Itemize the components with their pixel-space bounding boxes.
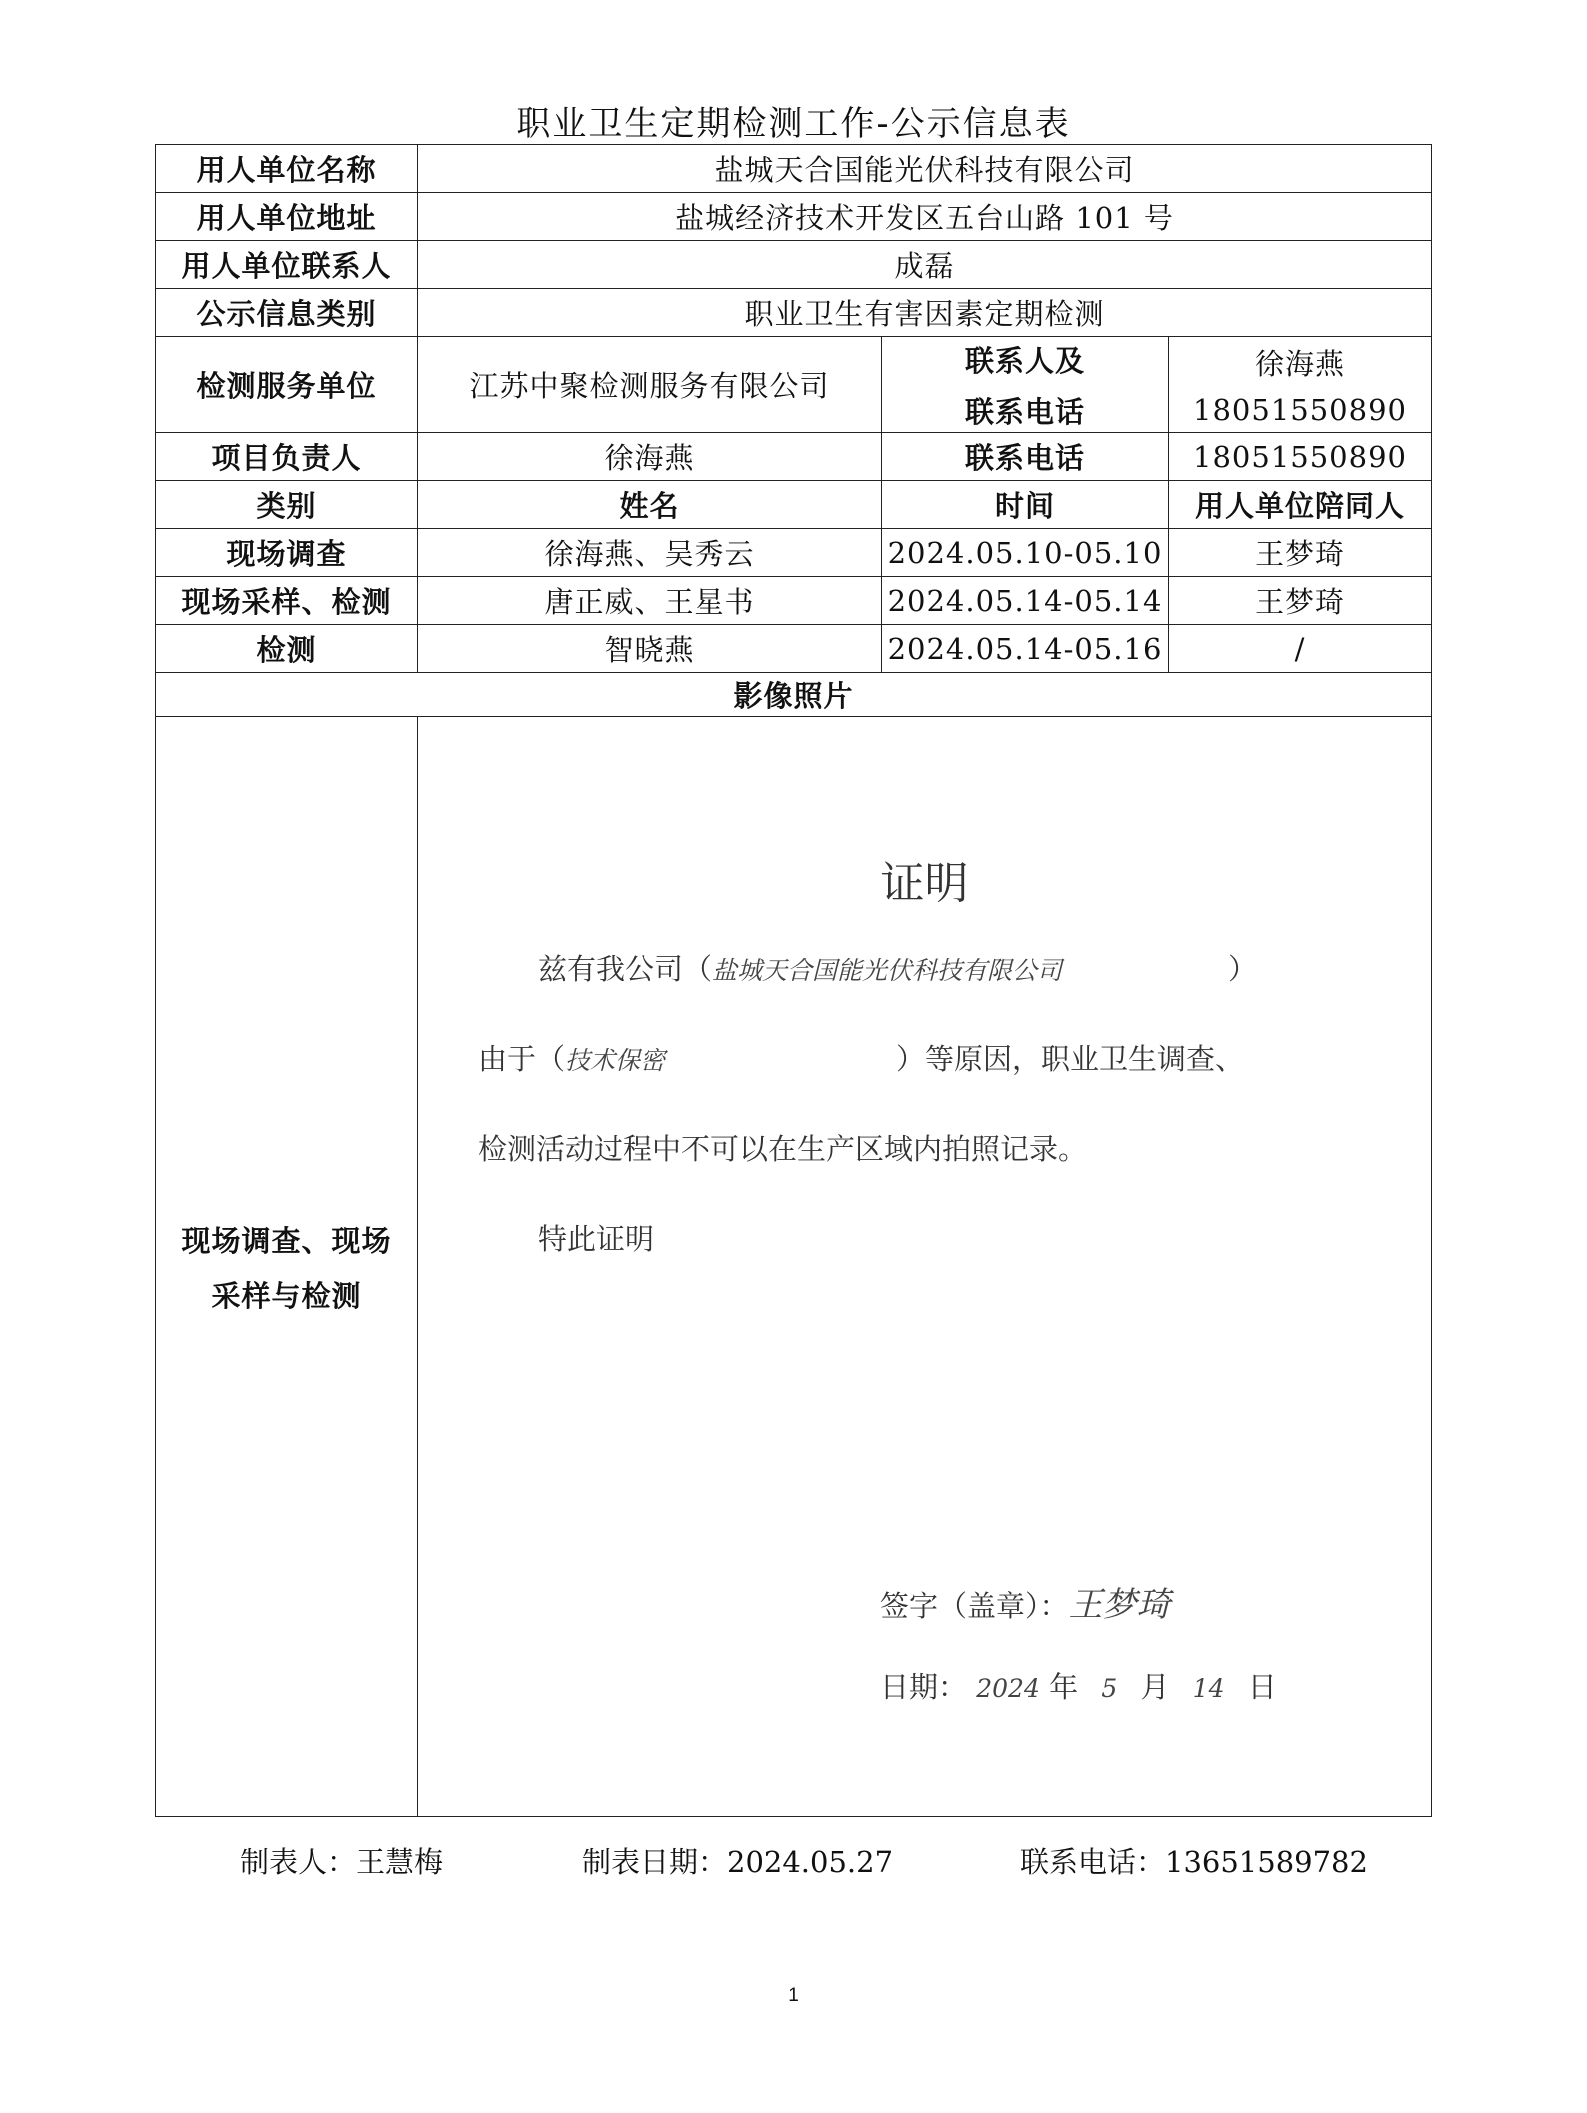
certificate-photo (418, 717, 1432, 1817)
info-category-value: 职业卫生有害因素定期检测 (418, 289, 1432, 337)
schedule-header-name: 姓名 (418, 481, 882, 529)
footer-phone: 联系电话：13651589782 (1020, 1845, 1368, 1879)
schedule-accompany: 王梦琦 (1169, 577, 1432, 625)
employer-address-row (156, 193, 1432, 241)
schedule-name: 智晓燕 (418, 625, 882, 673)
certificate (418, 717, 1431, 1816)
schedule-category: 检测 (156, 625, 418, 673)
service-unit-label: 检测服务单位 (156, 337, 418, 433)
schedule-header-category: 类别 (156, 481, 418, 529)
certificate-line-2-suffix: ）等原因，职业卫生调查、 (896, 1042, 1245, 1076)
handwritten-signature: 王梦琦 (1068, 1585, 1171, 1625)
schedule-category: 现场调查 (156, 529, 418, 577)
table-row (156, 577, 1432, 625)
certificate-title: 证明 (880, 858, 969, 909)
handwritten-month: 5 (1101, 1674, 1118, 1703)
schedule-name: 徐海燕、吴秀云 (418, 529, 882, 577)
project-lead-phone-value: 18051550890 (1169, 433, 1432, 481)
certificate-date-line (880, 1665, 1277, 1706)
employer-name-label: 用人单位名称 (156, 145, 418, 193)
signature-label: 签字（盖章）： (880, 1589, 1069, 1623)
photo-row-label-line1: 现场调查、现场 (181, 1223, 392, 1258)
schedule-header-time: 时间 (882, 481, 1169, 529)
employer-contact-row (156, 241, 1432, 289)
certificate-signature-line (880, 1577, 1171, 1626)
certificate-line-4: 特此证明 (538, 1222, 655, 1256)
employer-contact-label: 用人单位联系人 (156, 241, 418, 289)
page-title: 职业卫生定期检测工作-公示信息表 (516, 104, 1071, 144)
project-lead-label: 项目负责人 (156, 433, 418, 481)
handwritten-year: 2024 (976, 1674, 1040, 1703)
photo-section-header-row (156, 673, 1432, 717)
service-contact-phone: 18051550890 (1193, 393, 1407, 427)
service-contact-value (1169, 337, 1432, 433)
page-number: 1 (788, 1985, 799, 2006)
photo-row-label (156, 717, 418, 1817)
project-lead-phone-label: 联系电话 (882, 433, 1169, 481)
photo-section-label: 影像照片 (156, 673, 1432, 717)
service-contact-name: 徐海燕 (1255, 347, 1346, 381)
schedule-name: 唐正威、王星书 (418, 577, 882, 625)
month-char: 月 (1140, 1670, 1170, 1704)
table-row (156, 625, 1432, 673)
day-char: 日 (1247, 1670, 1277, 1704)
schedule-accompany: 王梦琦 (1169, 529, 1432, 577)
handwritten-day: 14 (1192, 1674, 1225, 1703)
schedule-time: 2024.05.10-05.10 (882, 529, 1169, 577)
certificate-line-2-prefix-group (478, 1037, 665, 1078)
schedule-header-accompany: 用人单位陪同人 (1169, 481, 1432, 529)
certificate-line-1-close: ） (1228, 952, 1258, 986)
photo-row-label-line2: 采样与检测 (211, 1278, 362, 1313)
schedule-header-row (156, 481, 1432, 529)
employer-name-value: 盐城天合国能光伏科技有限公司 (418, 145, 1432, 193)
certificate-line-3: 检测活动过程中不可以在生产区域内拍照记录。 (478, 1132, 1088, 1166)
footer-prepared-date: 制表日期：2024.05.27 (582, 1845, 894, 1879)
service-contact-label-line1: 联系人及 (964, 343, 1085, 378)
date-label: 日期： (880, 1670, 968, 1704)
project-lead-value: 徐海燕 (418, 433, 882, 481)
schedule-category: 现场采样、检测 (156, 577, 418, 625)
schedule-time: 2024.05.14-05.14 (882, 577, 1169, 625)
service-contact-label (882, 337, 1169, 433)
info-category-row (156, 289, 1432, 337)
service-unit-row (156, 337, 1432, 433)
certificate-line-1 (538, 947, 1062, 988)
schedule-time: 2024.05.14-05.16 (882, 625, 1169, 673)
employer-address-label: 用人单位地址 (156, 193, 418, 241)
certificate-line-2-prefix: 由于（ (478, 1042, 566, 1076)
table-row (156, 529, 1432, 577)
service-unit-value: 江苏中聚检测服务有限公司 (418, 337, 882, 433)
certificate-line-1-prefix: 兹有我公司（ (538, 952, 713, 986)
info-table (155, 144, 1432, 1817)
footer-preparer: 制表人：王慧梅 (240, 1845, 444, 1879)
info-category-label: 公示信息类别 (156, 289, 418, 337)
photo-row (156, 717, 1432, 1817)
schedule-accompany: / (1169, 625, 1432, 673)
service-contact-label-line2: 联系电话 (964, 394, 1085, 429)
employer-address-value: 盐城经济技术开发区五台山路 101 号 (418, 193, 1432, 241)
handwritten-company-name: 盐城天合国能光伏科技有限公司 (712, 956, 1063, 985)
employer-contact-value: 成磊 (418, 241, 1432, 289)
year-char: 年 (1049, 1670, 1079, 1704)
employer-name-row (156, 145, 1432, 193)
handwritten-reason: 技术保密 (565, 1046, 666, 1075)
project-lead-row (156, 433, 1432, 481)
